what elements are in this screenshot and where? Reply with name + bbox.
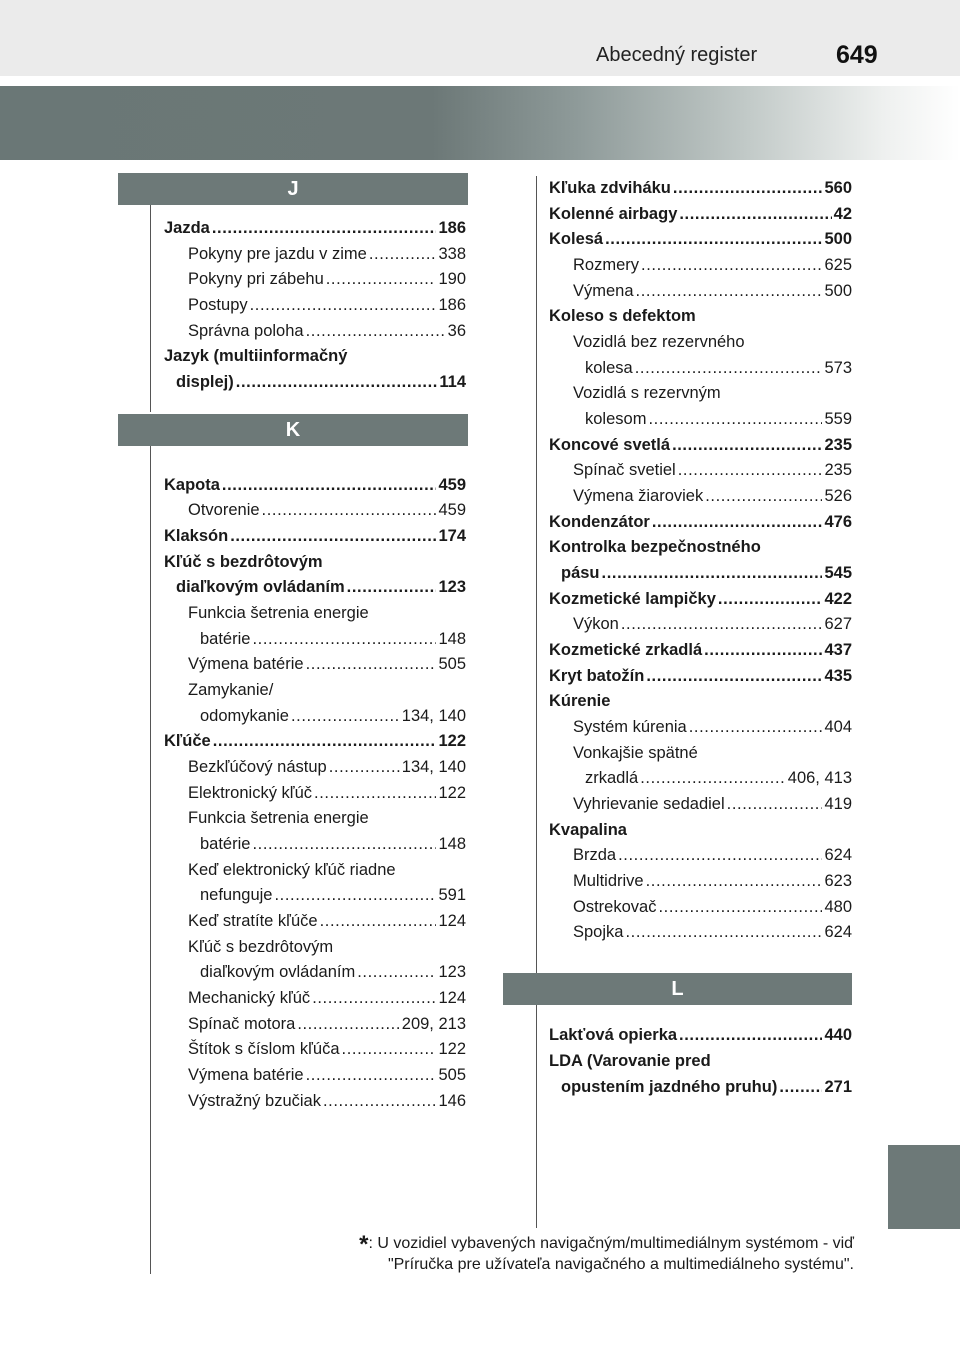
index-entry-label: nefunguje	[200, 886, 273, 905]
leader-dots	[679, 204, 831, 224]
index-entry	[164, 475, 466, 495]
top-strip	[0, 0, 960, 76]
index-entry	[176, 372, 466, 392]
index-entry-page: 190	[438, 270, 466, 289]
index-entry	[188, 1014, 466, 1034]
index-entry-page: 122	[438, 1040, 466, 1059]
index-entry	[188, 295, 466, 315]
index-entry	[573, 383, 852, 403]
index-entry	[164, 552, 466, 572]
leader-dots	[646, 666, 822, 686]
index-entry-label: LDA (Varovanie pred	[549, 1051, 711, 1070]
index-entry	[549, 691, 852, 711]
index-entry-label: Výkon	[573, 615, 619, 634]
index-entry	[585, 358, 852, 378]
index-entry	[561, 563, 852, 583]
leader-dots	[252, 629, 436, 649]
index-entry-label: Koleso s defektom	[549, 307, 696, 326]
index-entry-page: 186	[438, 219, 466, 237]
index-entry-page: 573	[824, 358, 852, 377]
leader-dots	[779, 1077, 822, 1097]
index-entry	[188, 783, 466, 803]
index-entry	[188, 1091, 466, 1111]
index-entry	[200, 962, 466, 982]
index-entry	[549, 306, 852, 326]
leader-dots	[357, 962, 436, 982]
index-entry-page: 459	[438, 501, 466, 520]
index-entry-label: Kolenné airbagy	[549, 204, 678, 223]
leader-dots	[236, 372, 438, 392]
index-entry	[188, 1065, 466, 1085]
index-entry	[188, 911, 466, 931]
index-entry-page: 235	[824, 461, 852, 480]
index-entry-page: 122	[438, 732, 466, 751]
leader-dots	[648, 409, 822, 429]
index-entry-page: 500	[824, 281, 852, 300]
index-entry-page: 624	[824, 923, 852, 942]
index-entry	[549, 204, 852, 224]
footnote	[262, 1231, 854, 1275]
index-entry-page: 406, 413	[787, 769, 852, 788]
index-entry-label: Kúrenie	[549, 692, 611, 711]
index-entry	[200, 629, 466, 649]
index-entry-page: 36	[447, 321, 466, 340]
index-entry	[549, 435, 852, 455]
index-entry	[573, 794, 852, 814]
index-entry-label: kolesom	[585, 410, 647, 428]
index-entry-label: Spojka	[573, 923, 624, 942]
index-entry	[176, 577, 466, 597]
section-header-j: J	[118, 173, 468, 205]
leader-dots	[230, 526, 436, 546]
leader-dots	[252, 834, 436, 854]
chapter-tab	[888, 1145, 960, 1229]
leader-dots	[640, 768, 786, 788]
index-entry-page: 505	[438, 655, 466, 674]
index-entry-page: 440	[824, 1026, 852, 1045]
leader-dots	[718, 589, 823, 609]
index-entry	[549, 666, 852, 686]
index-entry-label: diaľkovým ovládaním	[176, 578, 345, 597]
index-entry-page: 404	[824, 718, 852, 737]
leader-dots	[704, 640, 822, 660]
leader-dots	[222, 475, 437, 495]
column-divider	[536, 176, 537, 1228]
index-entry-page: 623	[824, 872, 852, 891]
index-entry-page: 338	[438, 244, 466, 263]
leader-dots	[212, 218, 437, 238]
index-entry-page: 625	[824, 256, 852, 274]
leader-dots	[306, 654, 437, 674]
index-entry	[573, 922, 852, 942]
index-entry	[188, 603, 466, 623]
leader-dots	[347, 577, 437, 597]
section-header-l: L	[503, 973, 852, 1005]
index-entry-label: Výstražný bzučiak	[188, 1091, 321, 1110]
index-entry	[573, 486, 852, 506]
index-entry-label: Kondenzátor	[549, 512, 650, 531]
index-entry	[188, 321, 466, 341]
index-entry-label: Výmena batérie	[188, 1066, 304, 1085]
leader-dots	[275, 885, 437, 905]
index-entry-page: 459	[438, 475, 466, 494]
index-entry-label: pásu	[561, 564, 600, 582]
index-entry	[200, 885, 466, 905]
index-entry-label: Kozmetické lampičky	[549, 589, 716, 608]
index-entry-page: 146	[438, 1091, 466, 1110]
index-entry	[561, 1077, 852, 1097]
index-entry-label: Mechanický kľúč	[188, 989, 311, 1008]
index-entry	[188, 654, 466, 674]
index-entry-page: 437	[824, 641, 852, 660]
index-entry	[585, 409, 852, 429]
leader-dots	[635, 358, 823, 378]
index-entry-label: Štítok s číslom kľúča	[188, 1040, 340, 1059]
index-entry-label: diaľkovým ovládaním	[200, 963, 356, 982]
index-entry-label: Kľuka zdviháku	[549, 179, 671, 197]
index-entry-label: Vonkajšie spätné	[573, 743, 698, 762]
index-entry-label: Kryt batožín	[549, 666, 645, 685]
index-entry-label: Spínač motora	[188, 1014, 296, 1033]
index-entry-label: Kľúč s bezdrôtovým	[164, 552, 323, 571]
page-number: 649	[836, 41, 878, 69]
index-entry	[200, 706, 466, 726]
index-entry	[188, 500, 466, 520]
index-entry-page: 419	[824, 795, 852, 814]
index-entry	[549, 537, 852, 557]
index-entry-page: 271	[824, 1077, 852, 1096]
leader-dots	[625, 922, 822, 942]
leader-dots	[602, 563, 823, 583]
index-entry-label: Rozmery	[573, 256, 640, 274]
index-entry	[573, 871, 852, 891]
index-entry-label: opustením jazdného pruhu)	[561, 1077, 778, 1096]
index-entry	[573, 614, 852, 634]
index-entry-label: Ostrekovač	[573, 897, 657, 916]
index-entry-label: Kozmetické zrkadlá	[549, 641, 703, 660]
footnote-line-2: "Príručka pre užívateľa navigačného a multimediálneho systému".	[387, 1256, 854, 1273]
index-entry-page: 505	[438, 1066, 466, 1085]
index-entry-label: Klaksón	[164, 527, 229, 545]
left-column-rule	[150, 176, 151, 412]
index-entry-page: 422	[824, 589, 852, 608]
index-entry-page: 559	[824, 410, 852, 428]
leader-dots	[320, 911, 437, 931]
index-entry-label: Kvapalina	[549, 820, 627, 839]
leader-dots	[673, 178, 823, 198]
index-entry-label: Výmena batérie	[188, 655, 304, 674]
index-entry-page: 42	[833, 204, 852, 223]
index-entry	[573, 460, 852, 480]
index-entry-label: batérie	[200, 835, 251, 854]
index-entry-page: 500	[824, 230, 852, 249]
leader-dots	[621, 614, 823, 634]
leader-dots	[314, 783, 436, 803]
index-entry-page: 526	[824, 487, 852, 505]
index-entry	[573, 845, 852, 865]
leader-dots	[213, 731, 437, 751]
index-entry-page: 476	[824, 512, 852, 531]
leader-dots	[306, 321, 446, 341]
index-entry-page: 235	[824, 435, 852, 454]
index-entry-page: 122	[438, 783, 466, 802]
leader-dots	[678, 460, 823, 480]
index-entry	[164, 731, 466, 751]
index-entry-label: Vozidlá s rezervným	[573, 384, 721, 403]
index-entry-label: odomykanie	[200, 706, 289, 725]
index-entry	[585, 768, 852, 788]
leader-dots	[672, 435, 822, 455]
index-entry-label: Zamykanie/	[188, 681, 274, 700]
leader-dots	[641, 255, 822, 275]
index-entry-label: Keď elektronický kľúč riadne	[188, 860, 396, 879]
leader-dots	[369, 244, 437, 264]
index-entry-label: batérie	[200, 629, 251, 648]
index-entry-label: Pokyny pri zábehu	[188, 270, 324, 289]
index-entry-label: Vyhrievanie sedadiel	[573, 795, 725, 814]
index-entry	[188, 860, 466, 880]
leader-dots	[262, 500, 437, 520]
index-entry	[164, 218, 466, 238]
index-entry-page: 148	[438, 629, 466, 648]
leader-dots	[652, 512, 823, 532]
index-entry	[188, 937, 466, 957]
index-entry-label: Jazyk (multiinformačný	[164, 347, 348, 366]
index-entry-page: 186	[438, 296, 466, 314]
index-entry	[549, 640, 852, 660]
leader-dots	[705, 486, 822, 506]
index-entry-label: Kontrolka bezpečnostného	[549, 538, 761, 557]
index-entry	[188, 1039, 466, 1059]
footnote-star: *	[359, 1231, 369, 1258]
index-entry-page: 148	[438, 835, 466, 854]
index-entry	[549, 1051, 852, 1071]
leader-dots	[342, 1039, 437, 1059]
index-entry-label: Systém kúrenia	[573, 718, 687, 737]
index-entry-label: Kľúč s bezdrôtovým	[188, 937, 334, 956]
page-header-title: Abecedný register	[596, 44, 758, 66]
left-column-rule	[150, 416, 151, 1274]
index-entry-page: 560	[824, 179, 852, 197]
index-entry	[573, 897, 852, 917]
index-entry	[188, 808, 466, 828]
header-banner	[0, 86, 960, 160]
index-entry	[164, 526, 466, 546]
index-entry-label: Elektronický kľúč	[188, 783, 313, 802]
index-entry-label: Správna poloha	[188, 321, 304, 340]
index-entry	[549, 820, 852, 840]
leader-dots	[326, 269, 437, 289]
section-header-k: K	[118, 414, 468, 446]
leader-dots	[250, 295, 437, 315]
index-entry-page: 480	[824, 897, 852, 916]
index-entry	[188, 757, 466, 777]
index-entry-label: Bezkľúčový nástup	[188, 758, 327, 777]
index-entry-label: zrkadlá	[585, 769, 639, 788]
index-entry	[188, 244, 466, 264]
index-entry	[573, 332, 852, 352]
index-entry-page: 435	[824, 666, 852, 685]
index-entry-page: 545	[824, 564, 852, 582]
index-entry-label: Postupy	[188, 296, 248, 314]
leader-dots	[605, 229, 822, 249]
index-entry	[573, 743, 852, 763]
index-entry-label: Funkcia šetrenia energie	[188, 809, 369, 828]
index-entry-page: 114	[439, 373, 466, 391]
index-entry-label: Kľúče	[164, 732, 211, 751]
leader-dots	[658, 897, 822, 917]
index-entry-label: Jazda	[164, 219, 210, 237]
leader-dots	[679, 1025, 822, 1045]
index-entry-label: Lakťová opierka	[549, 1026, 678, 1045]
index-entry	[164, 346, 466, 366]
leader-dots	[323, 1091, 437, 1111]
index-entry-label: displej)	[176, 373, 234, 391]
index-entry	[549, 229, 852, 249]
leader-dots	[312, 988, 436, 1008]
index-entry-label: kolesa	[585, 358, 633, 377]
index-entry-page: 124	[438, 912, 466, 931]
index-entry	[549, 589, 852, 609]
leader-dots	[291, 706, 400, 726]
index-entry-page: 627	[824, 615, 852, 634]
index-entry-page: 123	[438, 963, 466, 982]
leader-dots	[646, 871, 823, 891]
index-entry	[573, 281, 852, 301]
leader-dots	[329, 757, 400, 777]
index-entry	[549, 1025, 852, 1045]
footnote-line-1: : U vozidiel vybavených navigačným/multimediálnym systémom - viď	[368, 1235, 854, 1252]
leader-dots	[297, 1014, 399, 1034]
leader-dots	[689, 717, 823, 737]
leader-dots	[618, 845, 822, 865]
index-entry-label: Vozidlá bez rezervného	[573, 333, 745, 351]
index-entry	[188, 269, 466, 289]
index-entry-label: Koncové svetlá	[549, 435, 671, 454]
index-entry-label: Keď stratíte kľúče	[188, 912, 318, 931]
index-entry	[573, 255, 852, 275]
index-entry-page: 134, 140	[401, 758, 466, 777]
index-entry-label: Pokyny pre jazdu v zime	[188, 244, 367, 263]
index-entry-page: 209, 213	[401, 1014, 466, 1033]
index-entry-label: Kolesá	[549, 230, 604, 249]
index-entry-page: 174	[438, 527, 466, 545]
index-entry-label: Spínač svetiel	[573, 461, 676, 480]
index-entry-label: Funkcia šetrenia energie	[188, 604, 369, 622]
index-entry	[549, 178, 852, 198]
index-entry-label: Otvorenie	[188, 501, 260, 520]
index-entry	[188, 988, 466, 1008]
index-entry-label: Výmena žiaroviek	[573, 487, 704, 505]
index-entry-label: Kapota	[164, 475, 220, 494]
index-entry-label: Brzda	[573, 846, 617, 865]
index-entry-label: Výmena	[573, 281, 634, 300]
leader-dots	[636, 281, 823, 301]
index-entry-page: 124	[438, 989, 466, 1008]
index-entry-page: 134, 140	[401, 706, 466, 725]
index-entry-page: 624	[824, 846, 852, 865]
index-entry	[549, 512, 852, 532]
index-entry	[188, 680, 466, 700]
leader-dots	[306, 1065, 437, 1085]
leader-dots	[727, 794, 823, 814]
index-entry	[573, 717, 852, 737]
index-entry-page: 591	[438, 886, 466, 905]
index-entry-page: 123	[438, 578, 466, 597]
index-entry-label: Multidrive	[573, 872, 644, 891]
index-entry	[200, 834, 466, 854]
